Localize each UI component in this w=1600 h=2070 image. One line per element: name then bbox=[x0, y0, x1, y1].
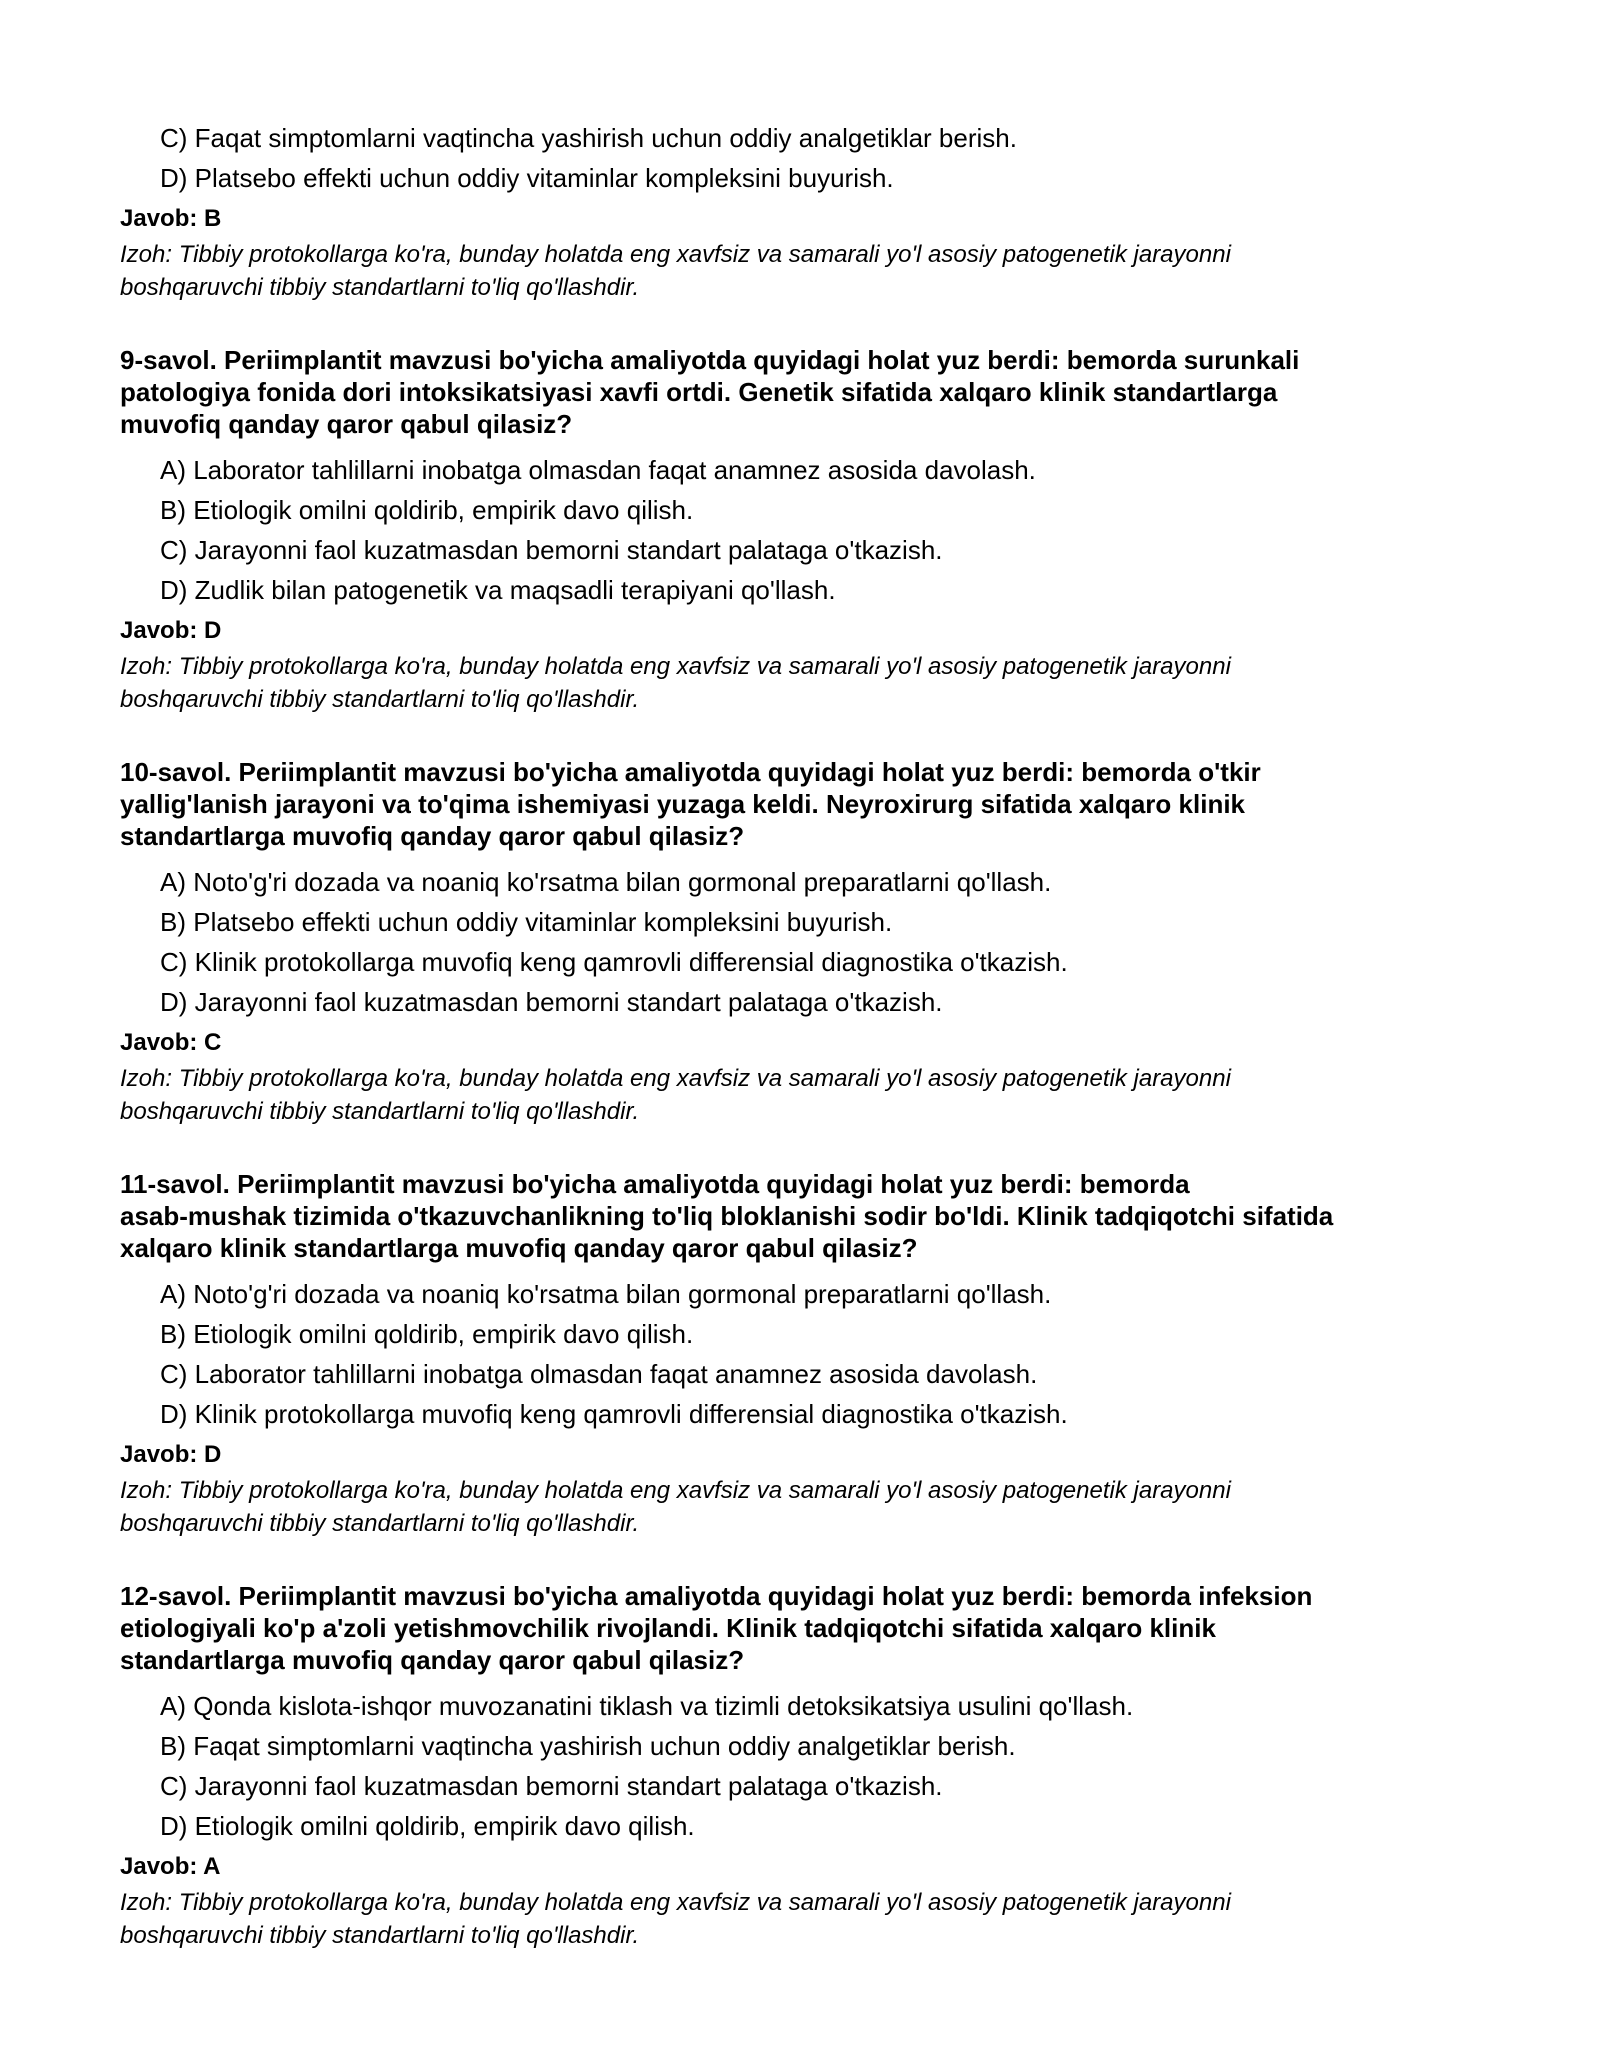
note-line: boshqaruvchi tibbiy standartlarni to'liq qo'llashdir. bbox=[120, 1098, 640, 1125]
question-line: muvofiq qanday qaror qabul qilasiz? bbox=[120, 409, 573, 439]
question-line: standartlarga muvofiq qanday qaror qabul qilasiz? bbox=[120, 1645, 745, 1675]
correct-answer: Javob: B bbox=[120, 205, 222, 232]
answer-option: B) Faqat simptomlarni vaqtincha yashirish uchun oddiy analgetiklar berish. bbox=[160, 1731, 1016, 1761]
answer-option: C) Jarayonni faol kuzatmasdan bemorni standart palataga o'tkazish. bbox=[160, 1771, 943, 1801]
question-line: asab-mushak tizimida o'tkazuvchanlikning to'liq bloklanishi sodir bo'ldi. Klinik tadqiqotchi sifatida bbox=[120, 1201, 1334, 1231]
question-block-11 bbox=[120, 1168, 1500, 1540]
answer-option: A) Laborator tahlillarni inobatga olmasdan faqat anamnez asosida davolash. bbox=[160, 455, 1036, 485]
correct-answer: Javob: A bbox=[120, 1853, 221, 1880]
answer-option: D) Jarayonni faol kuzatmasdan bemorni standart palataga o'tkazish. bbox=[160, 987, 943, 1017]
question-text bbox=[120, 756, 1500, 852]
answer-option: C) Faqat simptomlarni vaqtincha yashirish uchun oddiy analgetiklar berish. bbox=[160, 123, 1017, 153]
question-line: yallig'lanish jarayoni va to'qima ishemiyasi yuzaga keldi. Neyroxirurg sifatida xalqaro klinik bbox=[120, 789, 1246, 819]
document-page bbox=[120, 118, 1500, 1952]
explanation-note bbox=[120, 1474, 1500, 1540]
answer-option: C) Jarayonni faol kuzatmasdan bemorni standart palataga o'tkazish. bbox=[160, 535, 943, 565]
explanation-note bbox=[120, 1886, 1500, 1952]
note-line: boshqaruvchi tibbiy standartlarni to'liq qo'llashdir. bbox=[120, 274, 640, 301]
question-line: patologiya fonida dori intoksikatsiyasi xavfi ortdi. Genetik sifatida xalqaro klinik standartlarga bbox=[120, 377, 1278, 407]
answer-option: D) Platsebo effekti uchun oddiy vitaminlar kompleksini buyurish. bbox=[160, 163, 894, 193]
question-line: 10-savol. Periimplantit mavzusi bo'yicha amaliyotda quyidagi holat yuz berdi: bemorda o'tkir bbox=[120, 757, 1261, 787]
question-block-10 bbox=[120, 756, 1500, 1128]
question-line: 9-savol. Periimplantit mavzusi bo'yicha amaliyotda quyidagi holat yuz berdi: bemorda surunkali bbox=[120, 345, 1300, 375]
note-line: Izoh: Tibbiy protokollarga ko'ra, bunday holatda eng xavfsiz va samarali yo'l asosiy patogenetik jarayonni bbox=[120, 653, 1231, 680]
question-text bbox=[120, 1580, 1500, 1676]
answer-option: B) Etiologik omilni qoldirib, empirik davo qilish. bbox=[160, 1319, 694, 1349]
explanation-note bbox=[120, 1062, 1500, 1128]
question-line: etiologiyali ko'p a'zoli yetishmovchilik rivojlandi. Klinik tadqiqotchi sifatida xalqaro klinik bbox=[120, 1613, 1216, 1643]
note-line: Izoh: Tibbiy protokollarga ko'ra, bunday holatda eng xavfsiz va samarali yo'l asosiy patogenetik jarayonni bbox=[120, 1065, 1231, 1092]
explanation-note bbox=[120, 238, 1500, 304]
note-line: boshqaruvchi tibbiy standartlarni to'liq qo'llashdir. bbox=[120, 1922, 640, 1949]
previous-question-tail bbox=[120, 118, 1500, 304]
note-line: Izoh: Tibbiy protokollarga ko'ra, bunday holatda eng xavfsiz va samarali yo'l asosiy patogenetik jarayonni bbox=[120, 1889, 1231, 1916]
answer-option: D) Etiologik omilni qoldirib, empirik davo qilish. bbox=[160, 1811, 695, 1841]
answer-option: A) Noto'g'ri dozada va noaniq ko'rsatma bilan gormonal preparatlarni qo'llash. bbox=[160, 867, 1052, 897]
note-line: Izoh: Tibbiy protokollarga ko'ra, bunday holatda eng xavfsiz va samarali yo'l asosiy patogenetik jarayonni bbox=[120, 1477, 1231, 1504]
correct-answer: Javob: D bbox=[120, 617, 222, 644]
question-line: xalqaro klinik standartlarga muvofiq qanday qaror qabul qilasiz? bbox=[120, 1233, 918, 1263]
note-line: Izoh: Tibbiy protokollarga ko'ra, bunday holatda eng xavfsiz va samarali yo'l asosiy patogenetik jarayonni bbox=[120, 241, 1231, 268]
question-text bbox=[120, 1168, 1500, 1264]
answer-option: A) Noto'g'ri dozada va noaniq ko'rsatma bilan gormonal preparatlarni qo'llash. bbox=[160, 1279, 1052, 1309]
question-line: 12-savol. Periimplantit mavzusi bo'yicha amaliyotda quyidagi holat yuz berdi: bemorda infeksion bbox=[120, 1581, 1313, 1611]
question-text bbox=[120, 344, 1500, 440]
question-block-12 bbox=[120, 1580, 1500, 1952]
answer-option: D) Klinik protokollarga muvofiq keng qamrovli differensial diagnostika o'tkazish. bbox=[160, 1399, 1068, 1429]
answer-option: C) Klinik protokollarga muvofiq keng qamrovli differensial diagnostika o'tkazish. bbox=[160, 947, 1068, 977]
note-line: boshqaruvchi tibbiy standartlarni to'liq qo'llashdir. bbox=[120, 686, 640, 713]
answer-option: D) Zudlik bilan patogenetik va maqsadli terapiyani qo'llash. bbox=[160, 575, 836, 605]
correct-answer: Javob: C bbox=[120, 1029, 222, 1056]
explanation-note bbox=[120, 650, 1500, 716]
answer-option: B) Platsebo effekti uchun oddiy vitaminlar kompleksini buyurish. bbox=[160, 907, 893, 937]
answer-option: B) Etiologik omilni qoldirib, empirik davo qilish. bbox=[160, 495, 694, 525]
note-line: boshqaruvchi tibbiy standartlarni to'liq qo'llashdir. bbox=[120, 1510, 640, 1537]
question-line: standartlarga muvofiq qanday qaror qabul qilasiz? bbox=[120, 821, 745, 851]
answer-option: A) Qonda kislota-ishqor muvozanatini tiklash va tizimli detoksikatsiya usulini qo'llash. bbox=[160, 1691, 1134, 1721]
question-block-9 bbox=[120, 344, 1500, 716]
question-line: 11-savol. Periimplantit mavzusi bo'yicha amaliyotda quyidagi holat yuz berdi: bemorda bbox=[120, 1169, 1190, 1199]
correct-answer: Javob: D bbox=[120, 1441, 222, 1468]
answer-option: C) Laborator tahlillarni inobatga olmasdan faqat anamnez asosida davolash. bbox=[160, 1359, 1038, 1389]
